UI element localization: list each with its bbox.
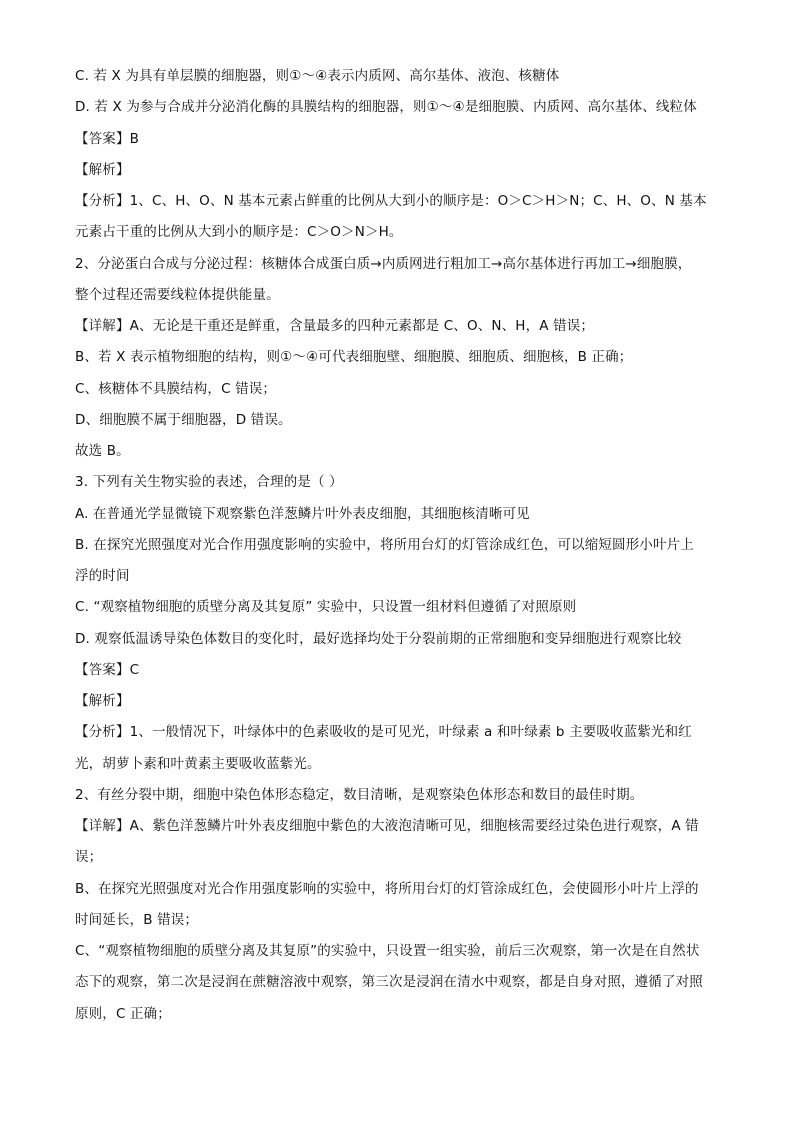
detail-text: C、“观察植物细胞的质壁分离及其复原”的实验中，只设置一组实验，前后三次观察，第一次是在自然状 (75, 943, 700, 959)
analysis-text: 元素占干重的比例从大到小的顺序是：C＞O＞N＞H。 (75, 224, 403, 240)
answer-label: 【答案】C (75, 662, 140, 678)
analysis-label: 【解析】 (75, 162, 130, 178)
option-b-line-cont: 浮的时间 (75, 568, 130, 584)
analysis-text: 2、有丝分裂中期，细胞中染色体形态稳定，数目清晰，是观察染色体形态和数目的最佳时期。 (75, 787, 644, 803)
option-d-line: D. 观察低温诱导染色体数目的变化时，最好选择均处于分裂前期的正常细胞和变异细胞进行观察比较 (75, 631, 682, 647)
analysis-label: 【解析】 (75, 693, 130, 709)
detail-text: 【详解】A、无论是干重还是鲜重，含量最多的四种元素都是 C、O、N、H，A 错误； (75, 318, 595, 334)
option-c-line: C. 若 X 为具有单层膜的细胞器，则①～④表示内质网、高尔基体、液泡、核糖体 (75, 68, 560, 84)
analysis-text: 整个过程还需要线粒体提供能量。 (75, 287, 280, 303)
detail-text: D、细胞膜不属于细胞器，D 错误。 (75, 412, 292, 428)
question-3-stem: 3. 下列有关生物实验的表述，合理的是（ ） (75, 474, 343, 490)
detail-text: B、若 X 表示植物细胞的结构，则①～④可代表细胞壁、细胞膜、细胞质、细胞核，B 正确； (75, 349, 633, 365)
option-c-line: C. “观察植物细胞的质壁分离及其复原” 实验中，只设置一组材料但遵循了对照原则 (75, 599, 577, 615)
detail-text: 【详解】A、紫色洋葱鳞片叶外表皮细胞中紫色的大液泡清晰可见，细胞核需要经过染色进行观察，A 错 (75, 818, 699, 834)
detail-text: C、核糖体不具膜结构，C 错误； (75, 381, 277, 397)
answer-label: 【答案】B (75, 131, 140, 147)
analysis-text: 2、分泌蛋白合成与分泌过程：核糖体合成蛋白质→内质网进行粗加工→高尔基体进行再加工→细胞膜， (75, 256, 692, 272)
option-b-line: B. 在探究光照强度对光合作用强度影响的实验中，将所用台灯的灯管涂成红色，可以缩短圆形小叶片上 (75, 537, 694, 553)
detail-text: 原则，C 正确； (75, 1006, 171, 1022)
analysis-text: 【分析】1、C、H、O、N 基本元素占鲜重的比例从大到小的顺序是：O＞C＞H＞N；C、H、O、N 基本 (75, 193, 707, 209)
option-a-line: A. 在普通光学显微镜下观察紫色洋葱鳞片叶外表皮细胞，其细胞核清晰可见 (75, 506, 530, 522)
option-d-line: D. 若 X 为参与合成并分泌消化酶的具膜结构的细胞器，则①～④是细胞膜、内质网、高尔基体、线粒体 (75, 99, 697, 115)
detail-text: 态下的观察，第二次是浸润在蔗糖溶液中观察，第三次是浸润在清水中观察，都是自身对照，遵循了对照 (75, 974, 703, 990)
detail-text: 误； (75, 849, 103, 865)
analysis-text: 【分析】1、一般情况下，叶绿体中的色素吸收的是可见光，叶绿素 a 和叶绿素 b 主要吸收蓝紫光和红 (75, 724, 692, 740)
detail-text: 时间延长，B 错误； (75, 912, 199, 928)
detail-text: B、在探究光照强度对光合作用强度影响的实验中，将所用台灯的灯管涂成红色，会使圆形小叶片上浮的 (75, 881, 699, 897)
conclusion-text: 故选 B。 (75, 443, 130, 459)
analysis-text: 光，胡萝卜素和叶黄素主要吸收蓝紫光。 (75, 756, 321, 772)
